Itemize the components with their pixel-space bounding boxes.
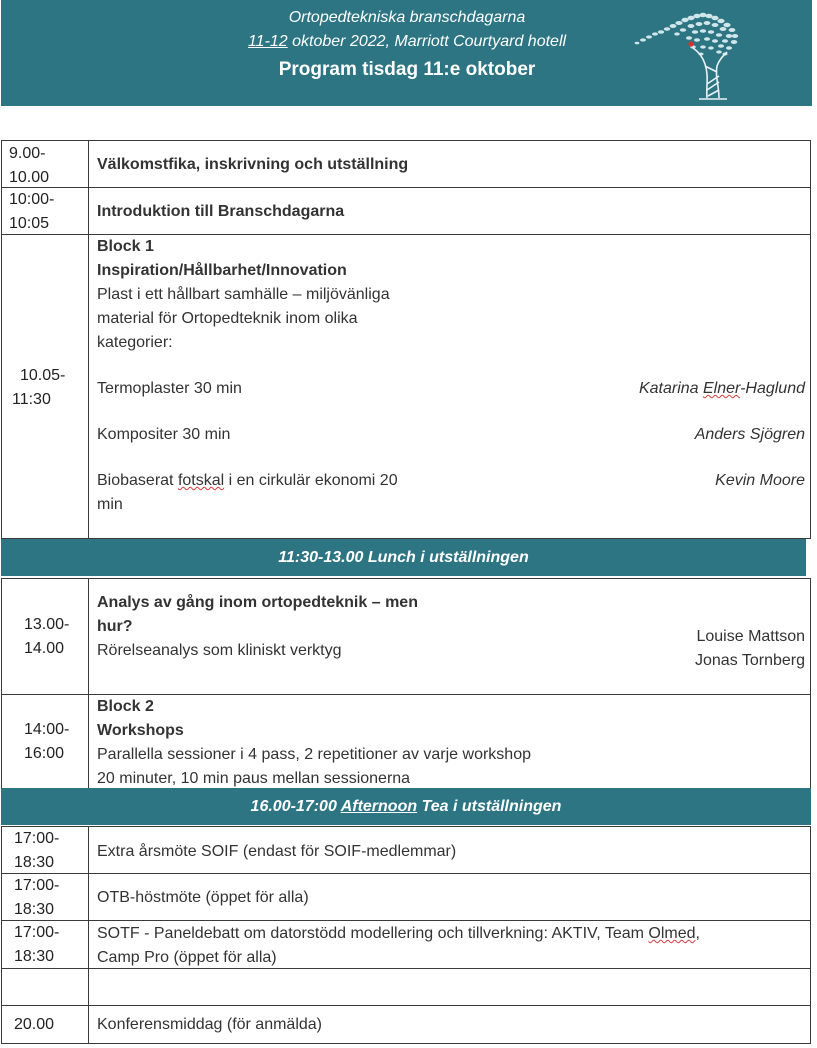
block-description-line: material för Ortopedteknik inom olika (97, 310, 358, 327)
time-start: 10.05- (20, 367, 66, 384)
time-end: 18:30 (14, 948, 55, 965)
time-start: 14:00- (24, 721, 70, 738)
time-cell (2, 141, 89, 187)
talk-speaker: Katarina Elner-Haglund (638, 380, 805, 397)
time-start: 20.00 (14, 1016, 55, 1033)
content-cell (97, 200, 805, 234)
afternoon-tea-banner (1, 788, 811, 825)
content-cell (97, 840, 805, 873)
time-start: 13.00- (24, 616, 70, 633)
block-description-line: 20 minuter, 10 min paus mellan sessionerna (97, 770, 411, 787)
talk-title: Biobaserat fotskal i en cirkulär ekonomi 20 (97, 472, 398, 489)
session-title: OTB-höstmöte (öppet för alla) (97, 889, 309, 906)
talk-title: Termoplaster 30 min (97, 380, 242, 397)
conference-venue: oktober 2022, Marriott Courtyard hotell (287, 33, 567, 50)
schedule-row-soif-meeting (1, 826, 811, 874)
block-description-line: Parallella sessioner i 4 pass, 2 repetitioner av varje workshop (97, 746, 531, 763)
lunch-banner (1, 539, 806, 576)
time-start: 9.00- (9, 145, 46, 162)
session-title: Introduktion till Branschdagarna (97, 203, 345, 220)
session-title: Välkomstfika, inskrivning och utställning (97, 156, 409, 173)
program-header (1, 0, 812, 106)
block-label: Block 2 (97, 698, 154, 715)
time-cell (2, 827, 89, 873)
block-description-line: kategorier: (97, 334, 173, 351)
time-end: 18:30 (14, 854, 55, 871)
block-label: Block 1 (97, 238, 154, 255)
schedule-row-welcome (1, 140, 811, 188)
schedule-row-otb-meeting (1, 874, 811, 921)
schedule-row-block-1 (1, 235, 811, 539)
time-end: 18:30 (14, 901, 55, 918)
block-theme: Inspiration/Hållbarhet/Innovation (97, 262, 347, 279)
content-cell (97, 591, 805, 694)
time-cell (2, 579, 89, 694)
time-end: 11:30 (12, 391, 51, 408)
session-title: Analys av gång inom ortopedteknik – men (97, 594, 418, 611)
lunch-banner-text: 11:30-13.00 Lunch i utställningen (278, 548, 529, 566)
talk-title: Kompositer 30 min (97, 426, 231, 443)
speaker-name: Louise Mattson (696, 628, 805, 645)
time-cell (2, 235, 89, 538)
session-title: Extra årsmöte SOIF (endast för SOIF-medlemmar) (97, 843, 457, 860)
time-cell (2, 921, 89, 968)
time-cell (2, 969, 89, 1005)
schedule-row-empty (1, 969, 811, 1006)
speaker-name: Jonas Tornberg (695, 652, 805, 669)
program-title: Program tisdag 11:e oktober (278, 59, 536, 80)
content-cell (97, 1013, 805, 1043)
session-subtitle: Rörelseanalys som kliniskt verktyg (97, 642, 342, 659)
time-cell (2, 1006, 89, 1043)
talk-item (97, 469, 805, 517)
time-end: 16:00 (24, 745, 65, 762)
time-end: 14.00 (24, 640, 65, 657)
content-cell (97, 235, 805, 538)
talk-item (97, 423, 805, 447)
block-description-line: Plast i ett hållbart samhälle – miljövänliga (97, 286, 390, 303)
time-cell (2, 188, 89, 234)
talk-item (97, 377, 805, 401)
time-end: 10.00 (9, 169, 50, 186)
schedule-row-dinner (1, 1006, 811, 1044)
content-cell (97, 695, 805, 788)
content-cell (97, 969, 805, 1005)
time-start: 17:00- (14, 924, 60, 941)
time-cell (2, 874, 89, 920)
session-title-continued: hur? (97, 618, 133, 635)
talk-speaker: Kevin Moore (715, 472, 805, 489)
time-start: 17:00- (14, 877, 60, 894)
content-cell (97, 153, 805, 187)
session-title: SOTF - Paneldebatt om datorstödd modellering och tillverkning: AKTIV, Team Olmed, (97, 925, 700, 942)
schedule-row-gait-analysis (1, 578, 811, 695)
schedule-row-panel-debate (1, 921, 811, 969)
content-cell (97, 886, 805, 920)
talk-title-continued: min (97, 496, 123, 513)
schedule-row-introduction (1, 188, 811, 235)
time-cell (2, 695, 89, 788)
tree-logo-icon (633, 10, 745, 102)
conference-dates: 11-12 (247, 33, 288, 50)
time-start: 17:00- (14, 830, 60, 847)
talk-speaker: Anders Sjögren (694, 426, 805, 443)
time-start: 10:00- (9, 191, 55, 208)
block-theme: Workshops (97, 722, 184, 739)
session-title-continued: Camp Pro (öppet för alla) (97, 949, 277, 966)
speaker-list (695, 625, 805, 673)
conference-name: Ortopedtekniska branschdagarna (288, 9, 526, 26)
afternoon-tea-banner-text: 16.00-17:00 Afternoon Tea i utställningen (250, 797, 562, 815)
content-cell (97, 922, 805, 968)
schedule-row-block-2 (1, 695, 811, 788)
session-title: Konferensmiddag (för anmälda) (97, 1016, 323, 1033)
time-end: 10:05 (9, 215, 50, 232)
